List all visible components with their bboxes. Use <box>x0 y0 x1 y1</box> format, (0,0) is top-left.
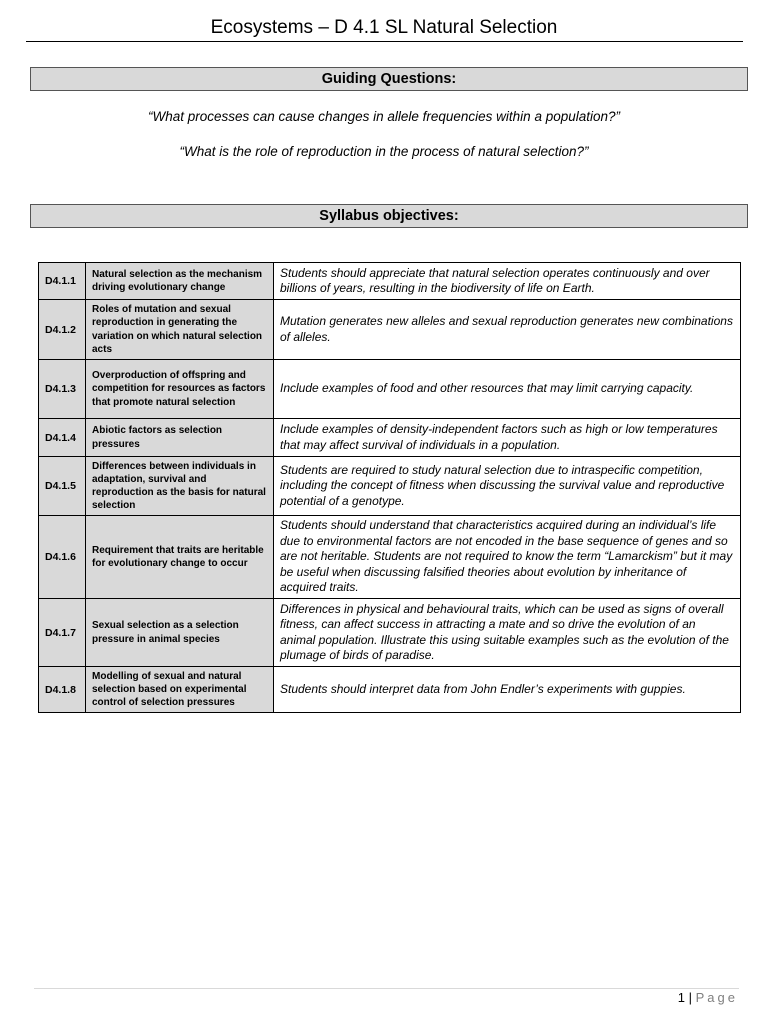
objective-detail: Students should appreciate that natural selection operates continuously and over billions of years, resulting in the biodiversity of life on Earth. <box>274 263 741 300</box>
objective-topic: Roles of mutation and sexual reproduction in generating the variation on which natural selection acts <box>86 300 274 360</box>
table-row <box>39 599 741 667</box>
objective-detail: Differences in physical and behavioural traits, which can be used as signs of overall fitness, can affect success in attracting a mate and so drive the evolution of an animal population. Illustrate this using suitable examples such as the evolution of the plumage of birds of paradise. <box>274 599 741 667</box>
table-row <box>39 419 741 457</box>
objective-detail: Include examples of food and other resources that may limit carrying capacity. <box>274 360 741 419</box>
table-row <box>39 360 741 419</box>
guiding-question-2: “What is the role of reproduction in the process of natural selection?” <box>179 144 589 159</box>
guiding-questions-heading: Guiding Questions: <box>30 67 748 91</box>
objective-code: D4.1.8 <box>39 667 86 713</box>
page-title: Ecosystems – D 4.1 SL Natural Selection <box>210 17 558 38</box>
objective-topic: Abiotic factors as selection pressures <box>86 419 274 457</box>
syllabus-table <box>38 262 741 713</box>
page-number: 1 <box>677 990 685 1005</box>
syllabus-objectives-heading: Syllabus objectives: <box>30 204 748 228</box>
objective-detail: Students are required to study natural selection due to intraspecific competition, including the concept of fitness when discussing the survival value and reproductive potential of a genotype. <box>274 457 741 516</box>
objective-detail: Include examples of density-independent factors such as high or low temperatures that may affect survival of individuals in a population. <box>274 419 741 457</box>
objective-code: D4.1.1 <box>39 263 86 300</box>
objective-code: D4.1.7 <box>39 599 86 667</box>
page-label: Page <box>695 990 738 1005</box>
objective-topic: Requirement that traits are heritable for evolutionary change to occur <box>86 516 274 599</box>
objective-code: D4.1.2 <box>39 300 86 360</box>
footer-divider <box>34 988 739 989</box>
objective-topic: Sexual selection as a selection pressure in animal species <box>86 599 274 667</box>
objective-code: D4.1.3 <box>39 360 86 419</box>
objective-detail: Students should understand that characteristics acquired during an individual’s life due to environmental factors are not encoded in the base sequence of genes and so are not heritable. Students are not required to know the term “Lamarckism” but it may be useful when discussing falsified theories about evolution by inheritance of acquired traits. <box>274 516 741 599</box>
objective-topic: Natural selection as the mechanism driving evolutionary change <box>86 263 274 300</box>
objective-code: D4.1.5 <box>39 457 86 516</box>
title-divider <box>26 41 743 42</box>
table-row <box>39 457 741 516</box>
table-row <box>39 263 741 300</box>
page-separator: | <box>688 990 692 1005</box>
objective-code: D4.1.6 <box>39 516 86 599</box>
objective-code: D4.1.4 <box>39 419 86 457</box>
objective-topic: Differences between individuals in adaptation, survival and reproduction as the basis for natural selection <box>86 457 274 516</box>
page-footer <box>678 990 738 1005</box>
table-row <box>39 667 741 713</box>
objective-topic: Modelling of sexual and natural selection based on experimental control of selection pressures <box>86 667 274 713</box>
table-row <box>39 516 741 599</box>
table-row <box>39 300 741 360</box>
objective-detail: Mutation generates new alleles and sexual reproduction generates new combinations of alleles. <box>274 300 741 360</box>
guiding-question-1: “What processes can cause changes in allele frequencies within a population?” <box>147 109 621 124</box>
objective-detail: Students should interpret data from John Endler’s experiments with guppies. <box>274 667 741 713</box>
objective-topic: Overproduction of offspring and competition for resources as factors that promote natural selection <box>86 360 274 419</box>
